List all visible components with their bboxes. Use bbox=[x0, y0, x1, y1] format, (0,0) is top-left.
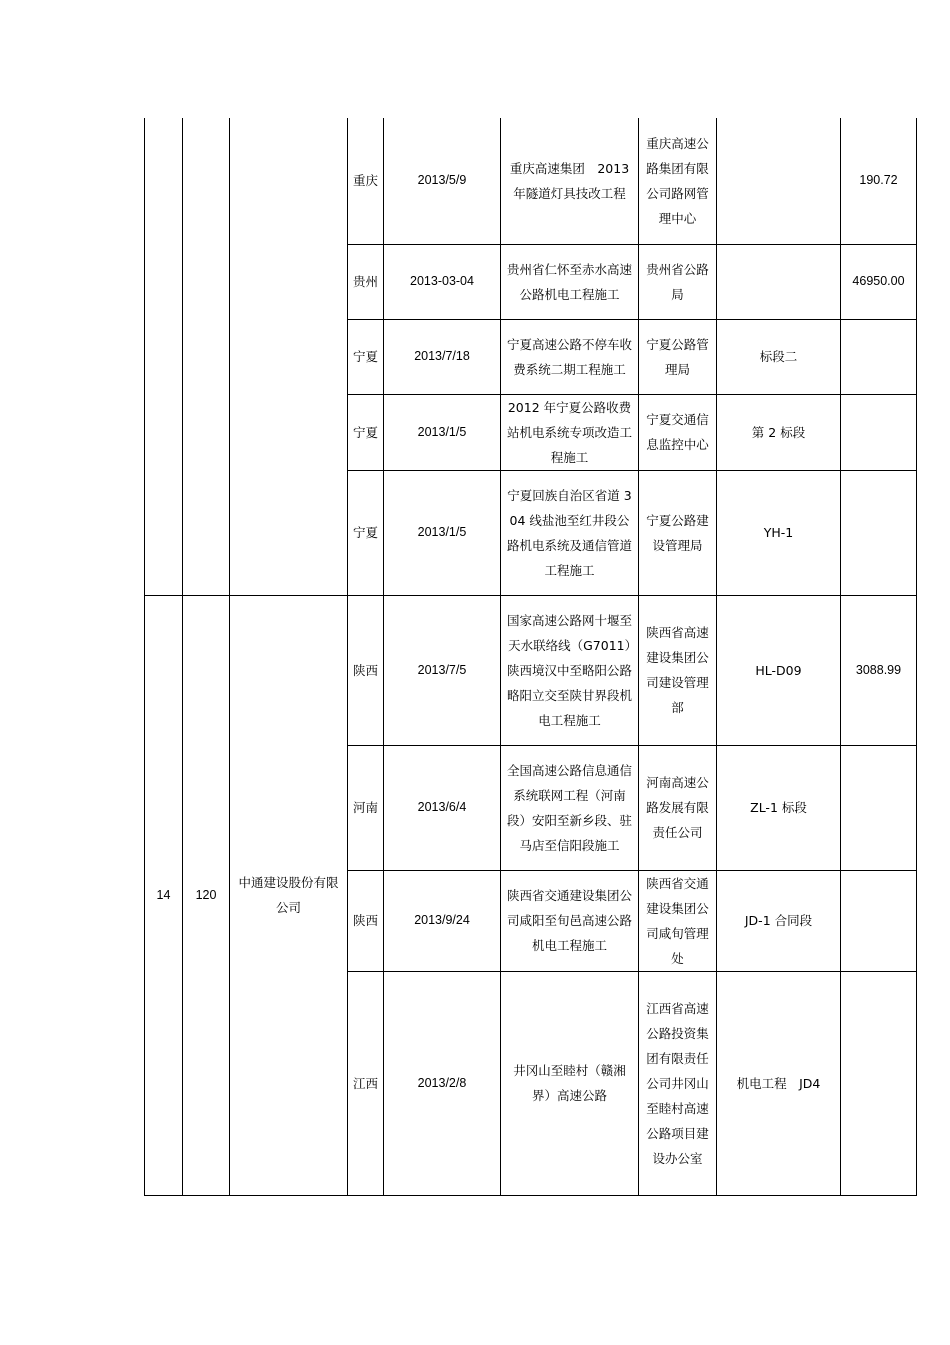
date-cell: 2013/9/24 bbox=[384, 870, 501, 971]
project-cell: 井冈山至睦村（赣湘界）高速公路 bbox=[501, 971, 639, 1195]
date-cell: 2013/7/5 bbox=[384, 595, 501, 745]
owner-cell: 宁夏交通信息监控中心 bbox=[639, 394, 717, 470]
project-cell: 贵州省仁怀至赤水高速公路机电工程施工 bbox=[501, 244, 639, 319]
project-table bbox=[144, 118, 917, 1196]
project-cell: 全国高速公路信息通信系统联网工程（河南段）安阳至新乡段、驻马店至信阳段施工 bbox=[501, 745, 639, 870]
code-cell bbox=[183, 118, 230, 595]
index-cell bbox=[145, 118, 183, 595]
code-cell: 120 bbox=[183, 595, 230, 1195]
section-cell: 第 2 标段 bbox=[717, 394, 841, 470]
province-cell: 宁夏 bbox=[348, 319, 384, 394]
project-cell: 宁夏高速公路不停车收费系统二期工程施工 bbox=[501, 319, 639, 394]
owner-cell: 陕西省高速建设集团公司建设管理部 bbox=[639, 595, 717, 745]
date-cell: 2013/1/5 bbox=[384, 394, 501, 470]
owner-cell: 江西省高速公路投资集团有限责任公司井冈山至睦村高速公路项目建设办公室 bbox=[639, 971, 717, 1195]
date-cell: 2013/1/5 bbox=[384, 470, 501, 595]
company-cell bbox=[230, 118, 348, 595]
amount-cell: 190.72 bbox=[841, 118, 917, 244]
amount-cell bbox=[841, 745, 917, 870]
section-cell bbox=[717, 118, 841, 244]
owner-cell: 宁夏公路建设管理局 bbox=[639, 470, 717, 595]
province-cell: 宁夏 bbox=[348, 470, 384, 595]
province-cell: 重庆 bbox=[348, 118, 384, 244]
owner-cell: 贵州省公路局 bbox=[639, 244, 717, 319]
owner-cell: 重庆高速公路集团有限公司路网管理中心 bbox=[639, 118, 717, 244]
company-cell: 中通建设股份有限公司 bbox=[230, 595, 348, 1195]
index-cell: 14 bbox=[145, 595, 183, 1195]
owner-cell: 河南高速公路发展有限责任公司 bbox=[639, 745, 717, 870]
amount-cell bbox=[841, 971, 917, 1195]
amount-cell bbox=[841, 394, 917, 470]
section-cell bbox=[717, 244, 841, 319]
section-cell: ZL-1 标段 bbox=[717, 745, 841, 870]
section-cell: HL-D09 bbox=[717, 595, 841, 745]
amount-cell bbox=[841, 470, 917, 595]
section-cell: 标段二 bbox=[717, 319, 841, 394]
province-cell: 宁夏 bbox=[348, 394, 384, 470]
date-cell: 2013/7/18 bbox=[384, 319, 501, 394]
amount-cell bbox=[841, 870, 917, 971]
owner-cell: 陕西省交通建设集团公司咸旬管理处 bbox=[639, 870, 717, 971]
section-cell: JD-1 合同段 bbox=[717, 870, 841, 971]
table-row bbox=[145, 595, 917, 745]
date-cell: 2013/5/9 bbox=[384, 118, 501, 244]
section-cell: 机电工程 JD4 bbox=[717, 971, 841, 1195]
project-cell: 陕西省交通建设集团公司咸阳至旬邑高速公路机电工程施工 bbox=[501, 870, 639, 971]
province-cell: 陕西 bbox=[348, 595, 384, 745]
section-cell: YH-1 bbox=[717, 470, 841, 595]
province-cell: 贵州 bbox=[348, 244, 384, 319]
province-cell: 江西 bbox=[348, 971, 384, 1195]
amount-cell: 3088.99 bbox=[841, 595, 917, 745]
table-row bbox=[145, 118, 917, 244]
owner-cell: 宁夏公路管理局 bbox=[639, 319, 717, 394]
project-cell: 2012 年宁夏公路收费站机电系统专项改造工程施工 bbox=[501, 394, 639, 470]
date-cell: 2013/2/8 bbox=[384, 971, 501, 1195]
province-cell: 陕西 bbox=[348, 870, 384, 971]
amount-cell: 46950.00 bbox=[841, 244, 917, 319]
date-cell: 2013/6/4 bbox=[384, 745, 501, 870]
date-cell: 2013-03-04 bbox=[384, 244, 501, 319]
project-cell: 重庆高速集团 2013年隧道灯具技改工程 bbox=[501, 118, 639, 244]
project-cell: 宁夏回族自治区省道 304 线盐池至红井段公路机电系统及通信管道工程施工 bbox=[501, 470, 639, 595]
amount-cell bbox=[841, 319, 917, 394]
province-cell: 河南 bbox=[348, 745, 384, 870]
project-cell: 国家高速公路网十堰至天水联络线（G7011）陕西境汉中至略阳公路略阳立交至陕甘界段机电工程施工 bbox=[501, 595, 639, 745]
